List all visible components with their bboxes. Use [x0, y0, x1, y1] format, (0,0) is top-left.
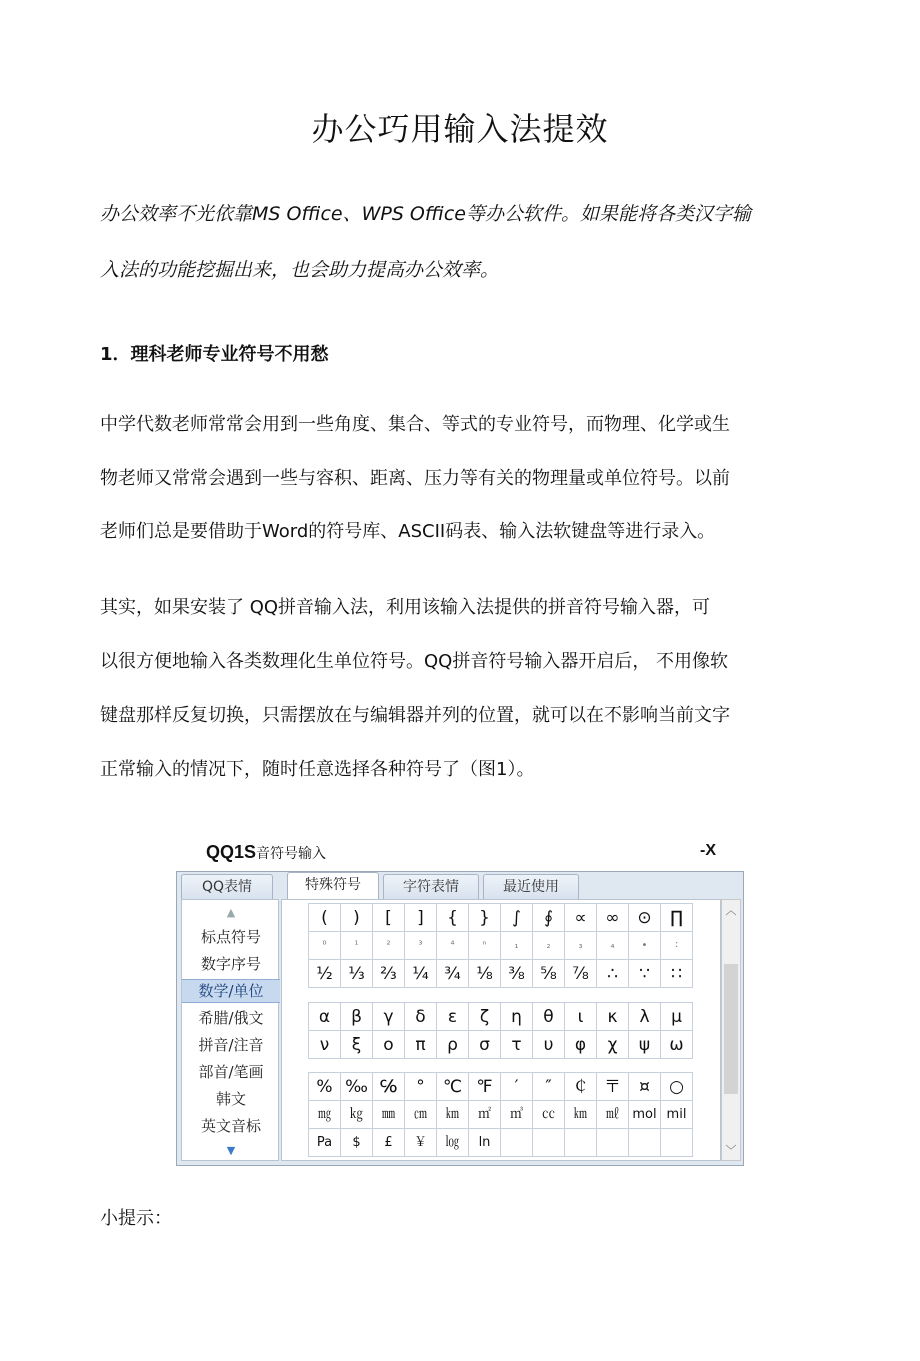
symbol-cell[interactable]: ⊙ — [629, 904, 661, 932]
symbol-cell[interactable]: mol — [629, 1101, 661, 1129]
symbol-cell[interactable]: ⅞ — [565, 960, 597, 988]
symbol-cell[interactable]: ㎡ — [469, 1101, 501, 1129]
scrollbar[interactable] — [721, 899, 741, 1161]
symbol-cell[interactable]: π — [405, 1031, 437, 1059]
symbol-cell[interactable]: ∏ — [661, 904, 693, 932]
symbol-cell[interactable]: ε — [437, 1003, 469, 1031]
paragraph-line: 其实，如果安装了 QQ拼音输入法，利用该输入法提供的拼音符号输入器，可 — [100, 597, 711, 618]
symbol-cell[interactable]: ξ — [341, 1031, 373, 1059]
symbol-cell[interactable]: ′ — [501, 1073, 533, 1101]
tab-recently-used[interactable]: 最近使用 — [483, 874, 579, 899]
symbol-cell[interactable]: ㎝ — [405, 1101, 437, 1129]
symbol-cell[interactable] — [597, 1129, 629, 1157]
paragraph-line: 键盘那样反复切换，只需摆放在与编辑器并列的位置，就可以在不影响当前文字 — [100, 705, 730, 726]
symbol-cell[interactable]: ∵ — [629, 960, 661, 988]
symbol-cell[interactable] — [533, 1129, 565, 1157]
symbol-cell[interactable]: ￠ — [565, 1073, 597, 1101]
symbol-cell[interactable] — [661, 1129, 693, 1157]
tab-qq-emoji[interactable]: QQ表情 — [181, 874, 273, 899]
symbol-cell[interactable]: ㎥ — [501, 1101, 533, 1129]
symbol-cell[interactable]: ∴ — [597, 960, 629, 988]
sidebar-item-numbers[interactable]: 数字序号 — [200, 955, 261, 973]
symbol-cell[interactable]: θ — [533, 1003, 565, 1031]
symbol-cell[interactable]: mil — [661, 1101, 693, 1129]
symbol-cell[interactable]: ℅ — [373, 1073, 405, 1101]
symbol-cell[interactable]: η — [501, 1003, 533, 1031]
symbol-cell[interactable]: ㎞ — [565, 1101, 597, 1129]
widget-title-rest: 音符号输入 — [256, 846, 327, 862]
symbol-cell[interactable]: β — [341, 1003, 373, 1031]
symbol-block-greek — [308, 1002, 693, 1059]
symbol-cell[interactable]: ℃ — [437, 1073, 469, 1101]
symbol-cell[interactable]: ‰ — [341, 1073, 373, 1101]
sidebar-item-radicals[interactable]: 部首/笔画 — [198, 1063, 264, 1081]
symbol-cell[interactable]: ⁿ — [469, 932, 501, 960]
symbol-input-panel — [176, 871, 744, 1166]
paragraph-line: 以很方便地输入各类数理化生单位符号。QQ拼音符号输入器开启后， 不用像软 — [100, 651, 729, 672]
page-title: 办公巧用输入法提效 — [311, 110, 609, 148]
tip-label: 小提示： — [100, 1208, 172, 1229]
symbol-cell[interactable]: κ — [597, 1003, 629, 1031]
symbol-cell[interactable] — [501, 1129, 533, 1157]
sidebar-up-arrow-icon[interactable]: ▲ — [226, 906, 236, 919]
scroll-down-icon[interactable]: ﹀ — [725, 1144, 737, 1157]
symbol-cell[interactable]: ㏄ — [533, 1101, 565, 1129]
scrollbar-thumb[interactable] — [724, 964, 738, 1094]
symbol-cell[interactable]: ⅓ — [341, 960, 373, 988]
symbol-cell[interactable]: ² — [373, 932, 405, 960]
symbol-cell[interactable]: • — [629, 932, 661, 960]
symbol-cell[interactable]: τ — [501, 1031, 533, 1059]
symbol-cell[interactable]: ㎜ — [373, 1101, 405, 1129]
symbol-cell[interactable]: φ — [565, 1031, 597, 1059]
symbol-cell[interactable]: ½ — [309, 960, 341, 988]
symbol-cell[interactable]: ₂ — [533, 932, 565, 960]
symbol-cell[interactable]: ν — [309, 1031, 341, 1059]
close-button[interactable]: -X — [700, 842, 716, 859]
symbol-cell[interactable]: ℉ — [469, 1073, 501, 1101]
symbol-cell[interactable]: ₃ — [565, 932, 597, 960]
category-sidebar — [181, 899, 279, 1161]
symbol-cell[interactable]: ○ — [661, 1073, 693, 1101]
symbol-cell[interactable]: ζ — [469, 1003, 501, 1031]
symbol-cell[interactable]: ⁰ — [309, 932, 341, 960]
symbol-cell[interactable]: ㎞ — [437, 1101, 469, 1129]
symbol-cell[interactable] — [629, 1129, 661, 1157]
symbol-cell[interactable]: ㎖ — [597, 1101, 629, 1129]
symbol-cell[interactable]: ⅛ — [469, 960, 501, 988]
symbol-cell[interactable]: ∶ — [661, 932, 693, 960]
symbol-cell[interactable] — [565, 1129, 597, 1157]
sidebar-item-pinyin-zhuyin[interactable]: 拼音/注音 — [198, 1036, 264, 1054]
paragraph-line: 中学代数老师常常会用到一些角度、集合、等式的专业符号，而物理、化学或生 — [100, 414, 730, 435]
symbol-cell[interactable]: ㎎ — [309, 1101, 341, 1129]
paragraph-line: 正常输入的情况下，随时任意选择各种符号了（图1）。 — [100, 759, 535, 780]
symbol-cell[interactable]: ψ — [629, 1031, 661, 1059]
section-heading: 1．理科老师专业符号不用愁 — [100, 344, 329, 365]
symbol-cell[interactable]: ι — [565, 1003, 597, 1031]
symbol-cell[interactable]: γ — [373, 1003, 405, 1031]
symbol-cell[interactable]: ) — [341, 904, 373, 932]
symbol-cell[interactable]: ln — [469, 1129, 501, 1157]
symbol-cell[interactable]: Pa — [309, 1129, 341, 1157]
paragraph-line: 老师们总是要借助于Word的符号库、ASCII码表、输入法软键盘等进行录入。 — [100, 521, 716, 542]
sidebar-item-korean[interactable]: 韩文 — [215, 1090, 246, 1108]
symbol-block-units — [308, 1072, 693, 1157]
intro-line-1: 办公效率不光依靠MS Office、WPS Office等办公软件。如果能将各类汉字输 — [100, 203, 752, 225]
symbol-cell[interactable]: [ — [373, 904, 405, 932]
symbol-cell[interactable]: 〒 — [597, 1073, 629, 1101]
symbol-cell[interactable]: ∞ — [597, 904, 629, 932]
symbol-cell[interactable]: $ — [341, 1129, 373, 1157]
symbol-cell[interactable]: ″ — [533, 1073, 565, 1101]
symbol-cell[interactable]: υ — [533, 1031, 565, 1059]
symbol-cell[interactable]: ( — [309, 904, 341, 932]
symbol-cell[interactable]: ° — [405, 1073, 437, 1101]
symbol-cell[interactable]: ³ — [405, 932, 437, 960]
sidebar-item-greek-russian[interactable]: 希腊/俄文 — [198, 1009, 264, 1027]
symbol-cell[interactable]: } — [469, 904, 501, 932]
symbol-cell[interactable]: δ — [405, 1003, 437, 1031]
symbol-cell[interactable]: ∷ — [661, 960, 693, 988]
paragraph-line: 物老师又常常会遇到一些与容积、距离、压力等有关的物理量或单位符号。以前 — [100, 468, 730, 489]
intro-line-2: 入法的功能挖掘出来，也会助力提高办公效率。 — [100, 259, 500, 281]
symbol-cell[interactable]: ₁ — [501, 932, 533, 960]
symbol-cell[interactable]: σ — [469, 1031, 501, 1059]
symbol-cell[interactable]: ∫ — [501, 904, 533, 932]
symbol-cell[interactable]: ο — [373, 1031, 405, 1059]
symbol-cell[interactable]: ¤ — [629, 1073, 661, 1101]
sidebar-item-math-units[interactable]: 数学/单位 — [182, 979, 280, 1003]
symbol-cell[interactable]: ∮ — [533, 904, 565, 932]
tab-char-emoticons[interactable]: 字符表情 — [383, 874, 479, 899]
symbol-cell[interactable]: { — [437, 904, 469, 932]
symbol-cell[interactable]: λ — [629, 1003, 661, 1031]
sidebar-item-punctuation[interactable]: 标点符号 — [200, 928, 261, 946]
symbol-cell[interactable]: ∝ — [565, 904, 597, 932]
symbol-cell[interactable]: ¾ — [437, 960, 469, 988]
symbol-cell[interactable]: ㏒ — [437, 1129, 469, 1157]
tab-special-symbols[interactable]: 特殊符号 — [287, 872, 379, 899]
symbol-cell[interactable]: ] — [405, 904, 437, 932]
symbol-cell[interactable]: ￥ — [405, 1129, 437, 1157]
widget-title-bold: QQ1S — [206, 842, 257, 862]
symbol-cell[interactable]: ₄ — [597, 932, 629, 960]
symbol-cell[interactable]: ¼ — [405, 960, 437, 988]
symbol-cell[interactable]: ⅔ — [373, 960, 405, 988]
symbol-cell[interactable]: ⅝ — [533, 960, 565, 988]
symbol-cell[interactable]: μ — [661, 1003, 693, 1031]
symbol-cell[interactable]: % — [309, 1073, 341, 1101]
sidebar-down-arrow-icon[interactable]: ▼ — [226, 1144, 236, 1157]
widget-title — [206, 842, 326, 863]
symbol-cell[interactable]: α — [309, 1003, 341, 1031]
symbol-cell[interactable]: ¹ — [341, 932, 373, 960]
symbol-cell[interactable]: ㎏ — [341, 1101, 373, 1129]
symbol-cell[interactable]: ρ — [437, 1031, 469, 1059]
sidebar-item-phonetic[interactable]: 英文音标 — [200, 1117, 261, 1135]
symbol-block-math — [308, 903, 693, 988]
symbol-cell[interactable]: ω — [661, 1031, 693, 1059]
symbol-cell[interactable]: £ — [373, 1129, 405, 1157]
scroll-up-icon[interactable]: ︿ — [725, 904, 737, 917]
symbol-cell[interactable]: χ — [597, 1031, 629, 1059]
symbol-grid — [281, 899, 721, 1161]
symbol-cell[interactable]: ⁴ — [437, 932, 469, 960]
symbol-cell[interactable]: ⅜ — [501, 960, 533, 988]
